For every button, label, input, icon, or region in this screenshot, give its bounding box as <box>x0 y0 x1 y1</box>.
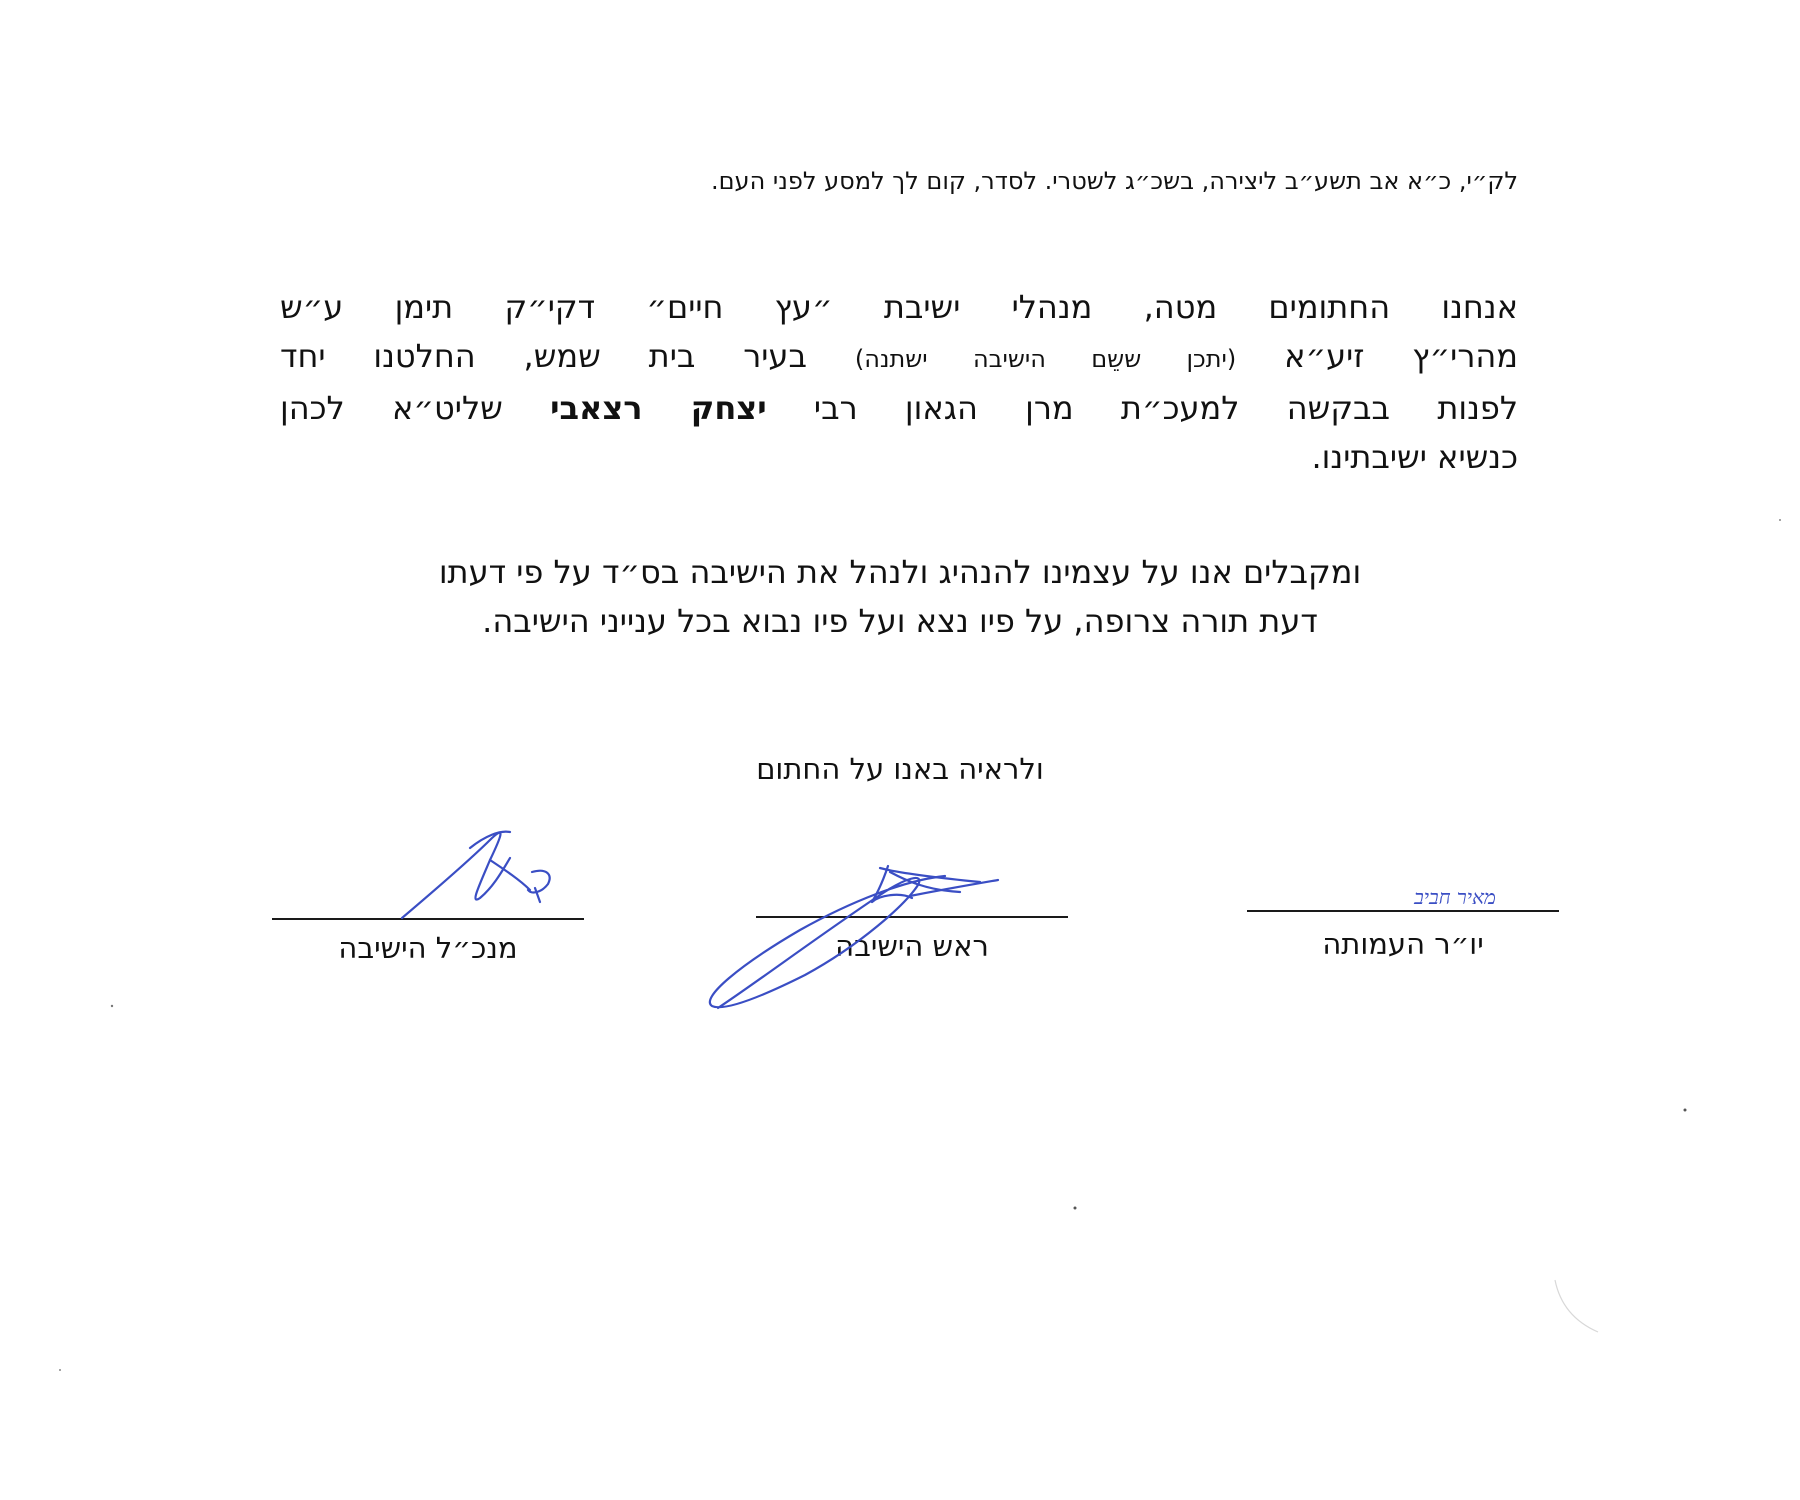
acceptance-paragraph <box>300 548 1500 646</box>
paragraph-text: בעיר בית שמש, החלטנו יחד <box>280 337 807 375</box>
paragraph-line: ומקבלים אנו על עצמינו להנהיג ולנהל את הישיבה בס״ד על פי דעתו <box>438 553 1362 591</box>
signature-line-director <box>272 918 584 920</box>
rabbi-name: יצחק רצאבי <box>550 389 767 427</box>
signature-line-chairman <box>1247 910 1559 912</box>
closing-line: ולראיה באנו על החתום <box>756 752 1044 786</box>
signature-director-scribble <box>402 832 550 918</box>
signature-line-rosh-yeshiva <box>756 916 1068 918</box>
parenthetical-note: (יתכן ששֵם הישיבה ישתנה) <box>854 345 1237 373</box>
signature-label-rosh-yeshiva: ראש הישיבה <box>835 929 989 963</box>
signature-chairman-handwriting: מאיר חביב <box>1414 885 1496 909</box>
paragraph-line <box>280 332 1518 384</box>
paragraph-line: דעת תורה צרופה, על פיו נצא ועל פיו נבוא בכל ענייני הישיבה. <box>482 602 1318 640</box>
date-line: לק״י, כ״א אב תשע״ב ליצירה, בשכ״ג לשטרי. לסדר, קום לך למסע לפני העם. <box>710 167 1518 195</box>
paragraph-text: מהרי״ץ זיע״א <box>1284 337 1519 375</box>
paragraph-line: כנשיא ישיבתינו. <box>1311 438 1518 476</box>
appointment-paragraph <box>280 283 1518 482</box>
paragraph-text: שליט״א לכהן <box>280 389 503 427</box>
signature-label-director: מנכ״ל הישיבה <box>338 931 518 965</box>
signature-label-chairman: יו״ר העמותה <box>1322 927 1484 961</box>
paragraph-line <box>280 384 1518 433</box>
paragraph-line: אנחנו החתומים מטה, מנהלי ישיבת ״עץ חיים״ דקי״ק תימן ע״ש <box>280 288 1518 326</box>
paragraph-text: לפנות בבקשה למעכ״ת מרן הגאון רבי <box>813 389 1519 427</box>
